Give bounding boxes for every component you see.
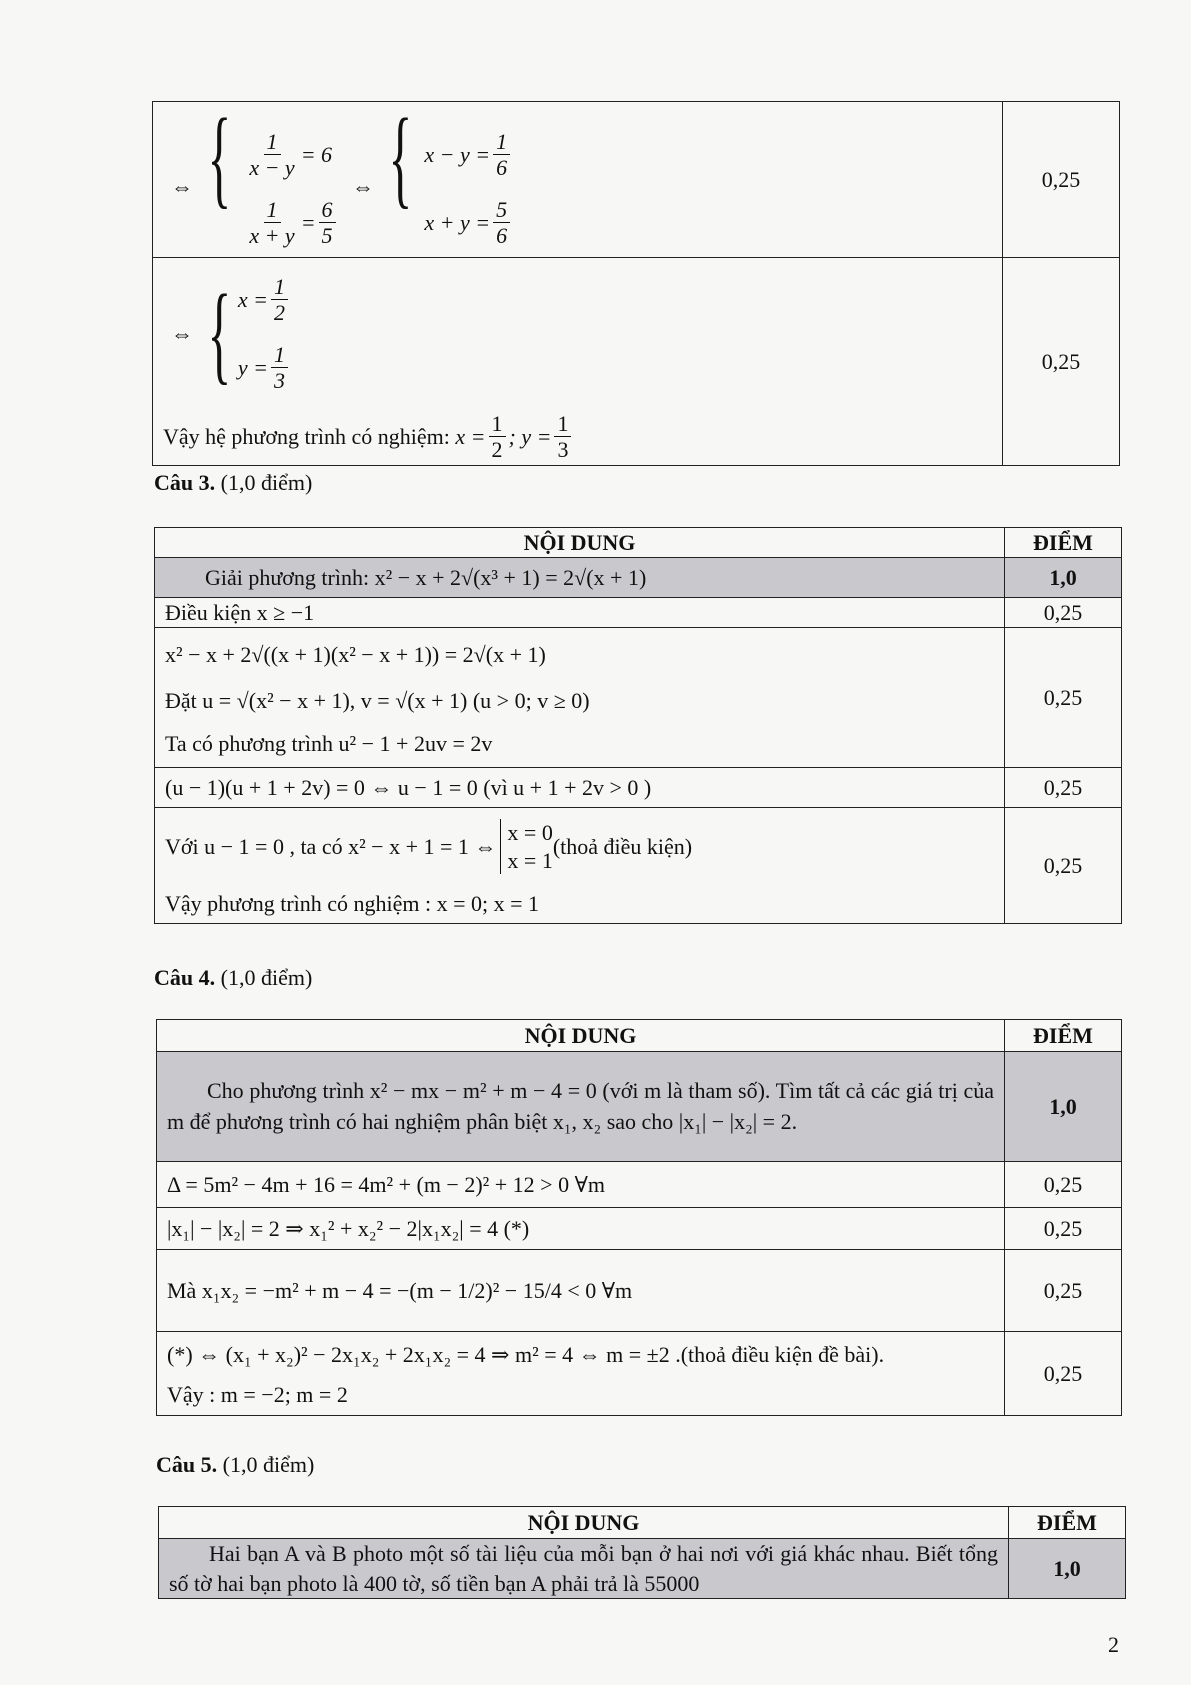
solution-system xyxy=(238,265,291,401)
cau2-continued-table xyxy=(152,96,1120,466)
equation-lhs: x = xyxy=(237,286,268,312)
score-cell: 0,25 xyxy=(1005,1332,1122,1416)
equation-lhs: x + y = xyxy=(424,210,491,236)
question-points: (1,0 điểm) xyxy=(222,1452,315,1477)
cau5-table xyxy=(158,1506,1126,1599)
left-brace: { xyxy=(207,272,232,395)
solution-bracket xyxy=(500,819,552,874)
question-number: Câu 4. xyxy=(154,965,216,990)
task-text: Hai bạn A và B photo một số tài liệu của mỗi bạn ở hai nơi với giá khác nhau. Biết tổng số tờ hai bạn photo là 400 tờ, số tiền bạn A phải trả là 55000 xyxy=(159,1539,1009,1599)
solution-option: x = 0 xyxy=(507,820,553,845)
fraction-numerator: 6 xyxy=(319,197,336,223)
equation-lhs: x − y = xyxy=(424,142,491,168)
table-header-row xyxy=(155,528,1122,558)
task-score: 1,0 xyxy=(1009,1539,1126,1599)
separator: ; y = xyxy=(508,423,552,449)
cau3-table xyxy=(154,527,1122,924)
table-header-row xyxy=(159,1507,1126,1539)
system-2 xyxy=(424,121,513,257)
question-number: Câu 5. xyxy=(156,1452,218,1477)
table-row xyxy=(155,628,1122,768)
fraction-numerator: 1 xyxy=(493,129,510,155)
fraction-denominator: 6 xyxy=(496,223,508,249)
system-step-cell xyxy=(153,96,1003,258)
row-line: (*) ⇔ (x₁ + x₂)² − 2x₁x₂ + 2x₁x₂ = 4 ⇒ m² = 4 ⇔ m = ±2 .(thoả điều kiện đề bài). xyxy=(167,1341,885,1367)
question-points: (1,0 điểm) xyxy=(220,965,313,990)
row-text: Δ = 5m² − 4m + 16 = 4m² + (m − 2)² + 12 > 0 ∀m xyxy=(157,1162,1005,1208)
fraction-numerator: 1 xyxy=(271,342,288,368)
row-text-block xyxy=(155,628,1005,768)
fraction-numerator: 1 xyxy=(489,411,506,437)
fraction-denominator: x − y xyxy=(249,155,295,181)
fraction-denominator: 3 xyxy=(557,436,569,462)
fraction-numerator: 5 xyxy=(493,197,510,223)
left-brace: { xyxy=(207,96,232,218)
row4-pre: Với u − 1 = 0 , ta có x² − x + 1 = 1 ⇔ xyxy=(165,833,497,859)
header-score: ĐIỂM xyxy=(1009,1507,1126,1539)
score-cell: 0,25 xyxy=(1003,257,1120,465)
fraction-denominator: 5 xyxy=(321,223,333,249)
score-cell: 0,25 xyxy=(1005,1250,1122,1332)
cau5-heading xyxy=(156,1452,314,1478)
task-text: Giải phương trình: x² − x + 2√(x³ + 1) = 2√(x + 1) xyxy=(155,558,1005,598)
task-score: 1,0 xyxy=(1005,1052,1122,1162)
row-line: Ta có phương trình u² − 1 + 2uv = 2v xyxy=(165,730,493,756)
score-cell: 0,25 xyxy=(1005,598,1122,628)
task-row xyxy=(159,1539,1126,1599)
header-content: NỘI DUNG xyxy=(159,1507,1009,1539)
cau3-heading xyxy=(154,470,312,496)
question-number: Câu 3. xyxy=(154,470,216,495)
score-cell: 0,25 xyxy=(1003,102,1120,258)
header-content: NỘI DUNG xyxy=(155,528,1005,558)
table-row xyxy=(155,808,1122,924)
solution-option: x = 1 xyxy=(507,847,553,873)
equation-lhs: y = xyxy=(237,354,268,380)
header-score: ĐIỂM xyxy=(1005,1020,1122,1052)
row-line: Vậy : m = −2; m = 2 xyxy=(167,1381,348,1407)
conclusion-line xyxy=(163,408,992,464)
iff-symbol: ⇔ xyxy=(171,320,193,346)
fraction-numerator: 1 xyxy=(264,197,281,223)
row-text: (u − 1)(u + 1 + 2v) = 0 ⇔ u − 1 = 0 (vì u + 1 + 2v > 0 ) xyxy=(155,768,1005,808)
solution-cell xyxy=(153,257,1003,465)
equation-lhs: x = xyxy=(455,423,486,449)
table-row xyxy=(155,598,1122,628)
table-header-row xyxy=(157,1020,1122,1052)
task-row xyxy=(155,558,1122,598)
row4-post: (thoả điều kiện) xyxy=(552,833,693,859)
row-line xyxy=(165,809,994,885)
table-row xyxy=(155,768,1122,808)
fraction-denominator: 6 xyxy=(496,155,508,181)
fraction-denominator: 2 xyxy=(273,299,285,325)
cau4-heading xyxy=(154,965,312,991)
row-line: Đặt u = √(x² − x + 1), v = √(x + 1) (u > 0; v ≥ 0) xyxy=(165,687,590,713)
question-points: (1,0 điểm) xyxy=(220,470,313,495)
table-row xyxy=(153,102,1120,258)
task-text: Cho phương trình x² − mx − m² + m − 4 = 0 (với m là tham số). Tìm tất cả các giá trị của m để phương trình có hai nghiệm phân biệt x₁, x₂ sao cho |x₁| − |x₂| = 2. xyxy=(157,1052,1005,1162)
score-cell: 0,25 xyxy=(1005,1208,1122,1250)
score-cell: 0,25 xyxy=(1005,768,1122,808)
fraction-numerator: 1 xyxy=(271,274,288,300)
row-text-block xyxy=(157,1332,1005,1416)
conclusion-text: Vậy hệ phương trình có nghiệm: xyxy=(163,423,450,449)
score-cell: 0,25 xyxy=(1005,808,1122,924)
left-brace: { xyxy=(388,96,413,218)
page-number: 2 xyxy=(1108,1632,1119,1657)
row-text: Điều kiện x ≥ −1 xyxy=(155,598,1005,628)
table-row xyxy=(153,257,1120,465)
fraction-numerator: 1 xyxy=(554,411,571,437)
row-text: |x₁| − |x₂| = 2 ⇒ x₁² + x₂² − 2|x₁x₂| = 4 (*) xyxy=(157,1208,1005,1250)
iff-symbol: ⇔ xyxy=(352,174,375,199)
fraction-numerator: 1 xyxy=(264,129,281,155)
table-row xyxy=(157,1208,1122,1250)
row-line: x² − x + 2√((x + 1)(x² − x + 1)) = 2√(x + 1) xyxy=(165,641,546,667)
header-content: NỘI DUNG xyxy=(157,1020,1005,1052)
iff-symbol: ⇔ xyxy=(171,174,193,199)
fraction-denominator: x + y xyxy=(249,223,295,249)
equation-rhs: = 6 xyxy=(300,142,333,168)
table-row xyxy=(157,1250,1122,1332)
equals-sign: = xyxy=(300,210,316,236)
score-cell: 0,25 xyxy=(1005,1162,1122,1208)
cau4-table xyxy=(156,1019,1122,1416)
task-score: 1,0 xyxy=(1005,558,1122,598)
row-text: Mà x₁x₂ = −m² + m − 4 = −(m − 1/2)² − 15/4 < 0 ∀m xyxy=(157,1250,1005,1332)
table-row xyxy=(157,1162,1122,1208)
table-row xyxy=(157,1332,1122,1416)
row-line: Vậy phương trình có nghiệm : x = 0; x = 1 xyxy=(165,890,540,916)
fraction-denominator: 3 xyxy=(273,367,285,393)
score-cell: 0,25 xyxy=(1005,628,1122,768)
fraction-denominator: 2 xyxy=(491,436,503,462)
row-text-block xyxy=(155,808,1005,924)
system-1 xyxy=(243,121,338,257)
task-row xyxy=(157,1052,1122,1162)
header-score: ĐIỂM xyxy=(1005,528,1122,558)
